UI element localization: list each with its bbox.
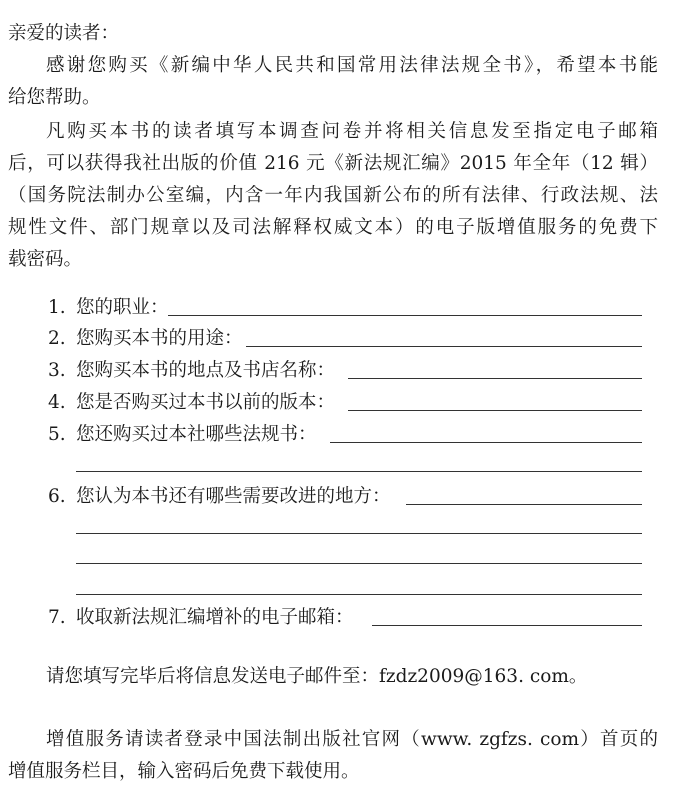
question-number: 5. <box>48 424 66 445</box>
offer-line-1: 凡购买本书的读者填写本调查问卷并将相关信息发至指定电子邮箱 <box>46 121 658 142</box>
question-2 <box>48 324 642 354</box>
greeting: 亲爱的读者： <box>8 23 120 44</box>
question-6 <box>48 482 642 512</box>
question-number: 6. <box>48 486 66 507</box>
question-text: 您认为本书还有哪些需要改进的地方： <box>76 486 391 507</box>
answer-line-improvements-extra-3[interactable] <box>76 594 642 595</box>
question-text: 您购买本书的用途： <box>76 328 243 349</box>
question-number: 3. <box>48 360 66 381</box>
answer-line-previous-edition[interactable] <box>348 410 642 411</box>
question-text: 收取新法规汇编增补的电子邮箱： <box>76 607 354 628</box>
question-3 <box>48 356 642 386</box>
answer-line-store[interactable] <box>348 378 642 379</box>
question-number: 4. <box>48 392 66 413</box>
question-text: 您还购买过本社哪些法规书： <box>76 424 317 445</box>
question-5 <box>48 420 642 450</box>
intro-line-2: 给您帮助。 <box>8 87 101 108</box>
answer-line-improvements[interactable] <box>406 504 642 505</box>
answer-line-email[interactable] <box>372 625 642 626</box>
question-text: 您是否购买过本书以前的版本： <box>76 392 336 413</box>
service-line-1: 增值服务请读者登录中国法制出版社官网（www. zgfzs. com）首页的 <box>46 729 658 750</box>
offer-line-4: 规性文件、部门规章以及司法解释权威文本）的电子版增值服务的免费下 <box>8 217 658 238</box>
question-1 <box>48 293 642 323</box>
question-7 <box>48 603 642 633</box>
question-number: 1. <box>48 297 66 318</box>
answer-line-other-books[interactable] <box>330 442 642 443</box>
intro-line-1: 感谢您购买《新编中华人民共和国常用法律法规全书》，希望本书能 <box>46 55 658 76</box>
question-4 <box>48 388 642 418</box>
answer-line-occupation[interactable] <box>168 315 642 316</box>
question-number: 2. <box>48 328 66 349</box>
send-note: 请您填写完毕后将信息发送电子邮件至：fzdz2009@163. com。 <box>46 666 588 687</box>
answer-line-improvements-extra-2[interactable] <box>76 563 642 564</box>
offer-line-2: 后，可以获得我社出版的价值 216 元《新法规汇编》2015 年全年（12 辑） <box>8 153 658 174</box>
answer-line-improvements-extra-1[interactable] <box>76 533 642 534</box>
offer-line-3: （国务院法制办公室编，内含一年内我国新公布的所有法律、行政法规、法 <box>8 185 658 206</box>
question-number: 7. <box>48 607 66 628</box>
question-text: 您的职业： <box>76 297 169 318</box>
service-line-2: 增值服务栏目，输入密码后免费下载使用。 <box>8 761 360 782</box>
question-text: 您购买本书的地点及书店名称： <box>76 360 336 381</box>
offer-line-5: 载密码。 <box>8 249 83 270</box>
answer-line-other-books-extra[interactable] <box>76 471 642 472</box>
answer-line-purpose[interactable] <box>246 346 642 347</box>
